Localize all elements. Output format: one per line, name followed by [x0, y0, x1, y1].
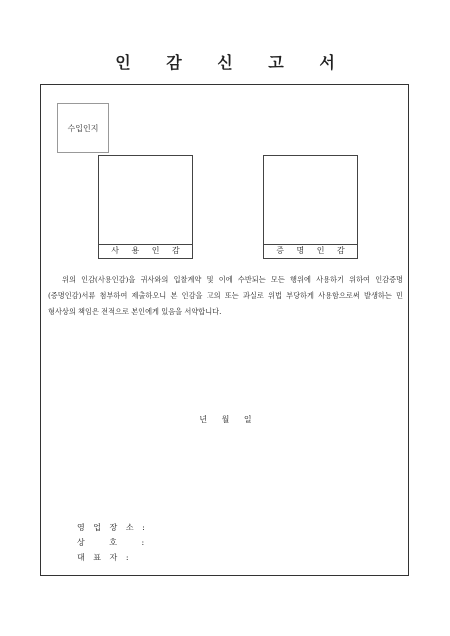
trade-name-row	[77, 535, 148, 550]
signatory-fields	[77, 520, 148, 565]
form-frame	[40, 84, 409, 576]
business-address-label: 영 업 장 소 :	[77, 523, 148, 532]
use-seal-label: 사 용 인 감	[111, 246, 185, 255]
date-line: 년 월 일	[199, 415, 252, 424]
proof-seal-box	[263, 155, 358, 259]
trade-name-label: 상 호 :	[77, 538, 148, 547]
proof-seal-area[interactable]	[264, 156, 357, 245]
business-address-row	[77, 520, 148, 535]
pledge-statement: 위의 인감(사용인감)을 귀사와의 입찰계약 및 이에 수반되는 모든 행위에 사용하기 위하여 인감증명(증명인감)서류 첨부하여 제출하오니 본 인감을 고의 또는 과실로 위법 부당하게 사용함으로써 발생하는 민 형사상의 책임은 전적으로 본인에게 있음을 서약합니다.	[48, 275, 403, 316]
use-seal-area[interactable]	[99, 156, 192, 245]
proof-seal-label: 증 명 인 감	[276, 246, 350, 255]
document-title: 인 감 신 고 서	[115, 53, 350, 72]
revenue-stamp-label: 수입인지	[67, 123, 99, 133]
use-seal-box	[98, 155, 193, 259]
representative-row	[77, 550, 133, 565]
representative-label: 대 표 자 :	[77, 553, 132, 562]
revenue-stamp-box	[57, 103, 109, 153]
